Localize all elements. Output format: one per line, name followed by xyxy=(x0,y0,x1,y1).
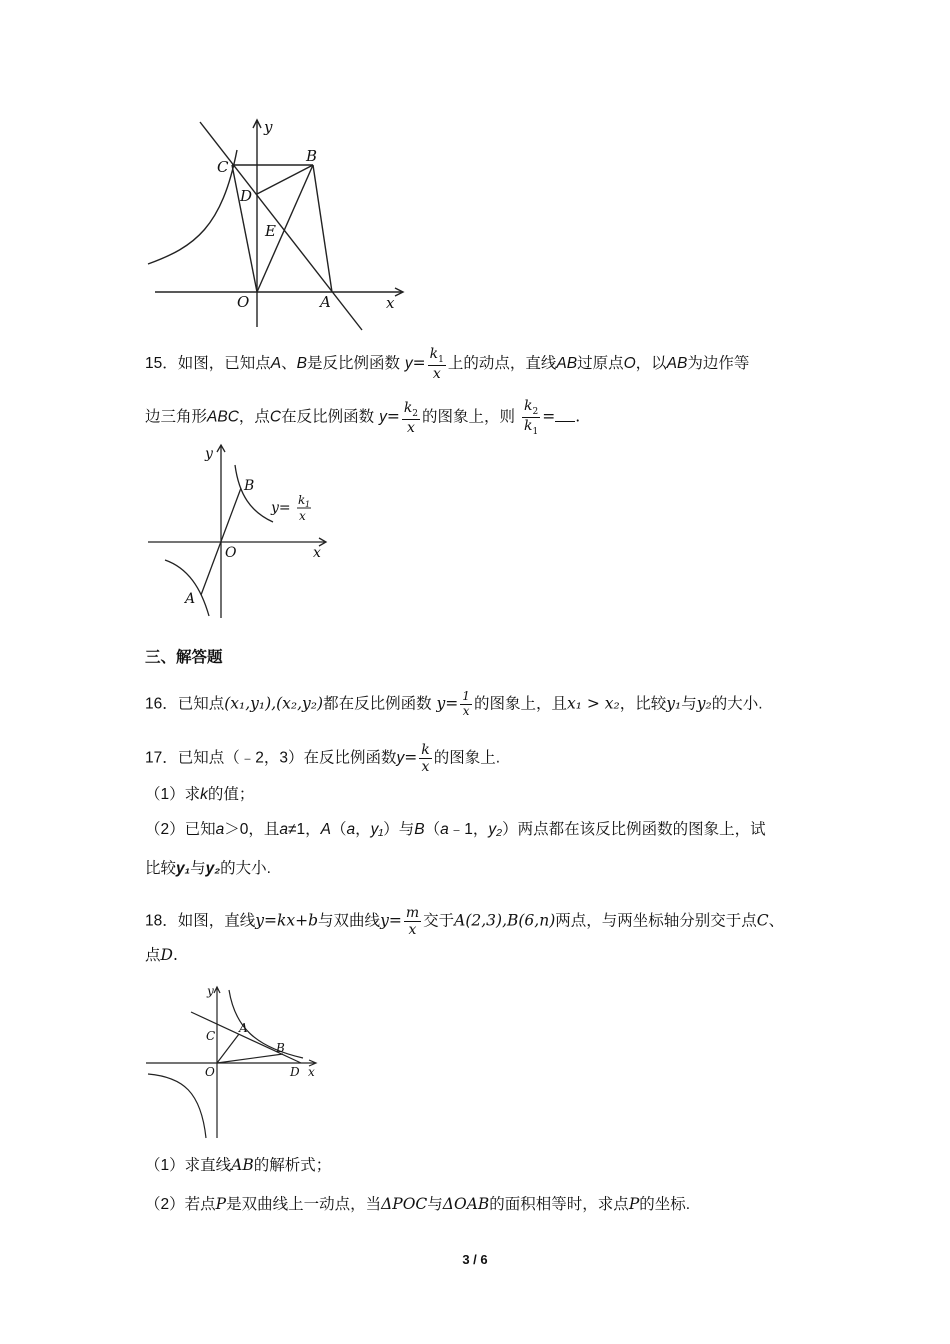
q17-part2-c: ≠1， xyxy=(288,821,321,838)
q15-ab-2: AB xyxy=(666,355,688,373)
q18-part1-a: （1）求直线 xyxy=(145,1157,232,1174)
q15-point-a: A xyxy=(270,355,282,373)
q18-text-1: 与双曲线 xyxy=(318,912,381,930)
q18-prefix: 18．如图，直线 xyxy=(145,912,256,930)
q18-text-2: 交于 xyxy=(423,912,455,930)
q15-ratio-k2-sub: 2 xyxy=(532,406,539,417)
label-o: O xyxy=(237,293,250,311)
q16-y2: y₂ xyxy=(696,694,712,713)
q17-cont-y2: y₂ xyxy=(205,860,221,877)
label-o: O xyxy=(205,1065,215,1079)
q15-x: x xyxy=(432,366,441,383)
q15-abc: ABC xyxy=(207,408,239,426)
q15-c: C xyxy=(269,408,282,426)
q18-part2-a: （2）若点 xyxy=(145,1196,216,1213)
q15-k-sub: 1 xyxy=(438,354,444,365)
hyperbola-branch-2 xyxy=(148,1074,206,1138)
label-e: E xyxy=(265,222,276,240)
q18-part2 xyxy=(145,1197,690,1213)
q18-line-eq: y=kx+b xyxy=(255,911,319,930)
q17-y: y xyxy=(396,749,405,767)
q17-part1-a: （1）求 xyxy=(145,786,201,803)
q16-text-2: 的图象上，且 xyxy=(473,695,567,713)
label-y: y xyxy=(207,984,214,998)
q17-fraction xyxy=(419,742,431,775)
label-b: B xyxy=(276,1041,285,1055)
q15-k2: k xyxy=(403,399,413,416)
q18-line2-b: . xyxy=(172,946,178,964)
q17-part2-a-var2: a xyxy=(279,821,288,838)
q17-part2-a-var: a xyxy=(215,821,225,838)
q18-part2-d: 的面积相等时，求点 xyxy=(489,1196,629,1213)
figure-q15 xyxy=(143,440,343,620)
q17-den: x xyxy=(421,759,430,776)
q18-part2-b: 是双曲线上一动点，当 xyxy=(226,1196,382,1213)
q18-part2-tri2: ΔOAB xyxy=(442,1195,490,1213)
q16-num: 1 xyxy=(462,689,470,703)
q15-eq-2: = xyxy=(386,407,400,426)
q17-part2 xyxy=(145,822,766,838)
q16-points: (x₁,y₁),(x₂,y₂) xyxy=(224,694,324,713)
segment-ba xyxy=(313,165,332,292)
q15-k2-sub: 2 xyxy=(412,408,419,419)
q18-line2-a: 点 xyxy=(145,947,161,964)
q17-part2-a-var4: a xyxy=(440,821,449,838)
q18-part1-ab: AB xyxy=(231,1156,254,1174)
q18-d: D xyxy=(160,946,173,964)
q17-part2-y1: y₁ xyxy=(370,821,384,838)
q16-den: x xyxy=(462,703,470,718)
q17-part1-k: k xyxy=(200,786,208,803)
q15-text-4: ，以 xyxy=(635,355,667,373)
q15-eq: = xyxy=(412,354,426,373)
q18-points: A(2,3),B(6,n) xyxy=(454,911,556,930)
label-d: D xyxy=(290,1065,300,1079)
q18-part2-p2: P xyxy=(628,1195,640,1213)
q17-part2-point-b: B xyxy=(414,821,425,838)
q16-text-5: 的大小. xyxy=(711,695,763,713)
q17-part1 xyxy=(145,787,254,803)
label-d: D xyxy=(240,187,253,205)
q17-cont-c: 的大小. xyxy=(220,860,271,877)
page-number: 3 / 6 xyxy=(462,1252,488,1267)
q15-sep: 、 xyxy=(281,355,297,373)
q18-fraction xyxy=(404,905,421,938)
figure-q14 xyxy=(140,112,420,337)
q15-o: O xyxy=(623,355,636,373)
label-fsub: 1 xyxy=(305,500,311,509)
section-heading: 三、解答题 xyxy=(145,649,223,666)
q16-condition: x₁ > x₂ xyxy=(566,694,620,713)
hyperbola-branch-2 xyxy=(165,560,209,616)
segment-oa xyxy=(217,1034,239,1063)
q18-eq: = xyxy=(388,911,402,930)
q16-line xyxy=(145,690,763,719)
q15-x-2: x xyxy=(406,419,415,436)
q17-eq: = xyxy=(404,748,418,767)
q18-part2-p: P xyxy=(215,1195,227,1213)
q17-prefix: 17．已知点（﹣2，3）在反比例函数 xyxy=(145,749,397,767)
q17-part2-cont xyxy=(145,861,271,877)
label-x: x xyxy=(386,294,395,312)
segment-co xyxy=(232,165,257,292)
q17-part2-a: （2）已知 xyxy=(145,821,216,838)
q17-line1 xyxy=(145,742,500,775)
q15-fraction-ratio xyxy=(522,398,540,437)
q15-line2-eq: = xyxy=(542,407,556,426)
q16-y: y xyxy=(436,694,446,713)
q16-eq: = xyxy=(445,694,459,713)
q17-part2-f: ）与 xyxy=(383,821,415,838)
q15-point-b: B xyxy=(296,355,307,373)
q15-k: k xyxy=(429,346,439,362)
q18-y: y xyxy=(380,911,389,930)
q15-line2-b: ，点 xyxy=(238,408,270,426)
q15-fraction-k2 xyxy=(402,400,420,436)
q17-part2-e: ， xyxy=(355,821,371,838)
q18-part1 xyxy=(145,1158,331,1174)
q15-ratio-k1: k xyxy=(523,418,533,435)
q16-prefix: 16．已知点 xyxy=(145,695,225,713)
q15-ratio-k2: k xyxy=(523,398,533,414)
q18-part2-c: 与 xyxy=(427,1196,443,1213)
label-x: x xyxy=(308,1065,315,1079)
q17-text-1: 的图象上. xyxy=(433,749,501,767)
label-y: y xyxy=(205,446,213,462)
q15-line2-d: 的图象上，则 xyxy=(422,408,516,426)
label-c: C xyxy=(217,158,229,176)
q15-fraction-k1 xyxy=(428,346,446,382)
q17-part2-point-a: A xyxy=(320,821,331,838)
q15-line1 xyxy=(145,346,749,382)
figure-q18 xyxy=(143,982,328,1142)
q15-y-2: y xyxy=(379,408,387,426)
q17-part2-a-var3: a xyxy=(346,821,356,838)
label-x: x xyxy=(313,545,321,561)
q17-cont-a: 比较 xyxy=(145,860,177,877)
answer-blank[interactable] xyxy=(555,409,575,422)
label-a: A xyxy=(239,1021,248,1035)
q18-part2-tri1: ΔPOC xyxy=(381,1195,428,1213)
q16-y1: y₁ xyxy=(666,694,682,713)
q16-text-4: 与 xyxy=(681,695,697,713)
q15-text-2: 上的动点，直线 xyxy=(447,355,557,373)
q17-part1-b: 的值； xyxy=(207,786,255,803)
q15-text-3: 过原点 xyxy=(577,355,624,373)
q17-part2-h: ﹣1， xyxy=(448,821,489,838)
q18-part1-b: 的解析式； xyxy=(253,1157,332,1174)
q15-prefix: 15．如图，已知点 xyxy=(145,355,271,373)
q15-line2-a: 边三角形 xyxy=(145,408,208,426)
q18-text-3: 两点，与两坐标轴分别交于点 xyxy=(555,912,757,930)
label-a: A xyxy=(320,293,331,311)
q17-part2-g: （ xyxy=(424,821,441,838)
label-b: B xyxy=(244,478,255,494)
line-ca xyxy=(200,122,362,330)
q17-cont-y1: y₁ xyxy=(176,860,191,877)
q15-ab: AB xyxy=(556,355,578,373)
segment-bd xyxy=(257,165,313,194)
label-fy: y= xyxy=(271,500,291,516)
q15-ratio-k1-sub: 1 xyxy=(532,426,539,437)
q18-line1 xyxy=(145,905,784,938)
label-a: A xyxy=(185,591,196,607)
q16-text-3: ，比较 xyxy=(619,695,667,713)
q16-text-1: 都在反比例函数 xyxy=(323,695,432,713)
label-fk: k xyxy=(298,493,306,507)
q18-text-4: 、 xyxy=(768,912,785,930)
q18-c: C xyxy=(756,911,769,930)
q17-part2-d: （ xyxy=(330,821,347,838)
label-c: C xyxy=(206,1029,216,1043)
label-o: O xyxy=(225,545,237,561)
q15-text-1: 是反比例函数 xyxy=(306,355,400,373)
q15-text-5: 为边作等 xyxy=(687,355,750,373)
q17-num: k xyxy=(421,742,430,758)
q18-den: x xyxy=(408,922,417,939)
q18-part2-e: 的坐标. xyxy=(639,1196,691,1213)
q18-line2 xyxy=(145,948,178,964)
q15-y: y xyxy=(404,355,413,373)
label-fx: x xyxy=(299,509,306,523)
q17-part2-i: ）两点都在该反比例函数的图象上，试 xyxy=(502,821,766,838)
q17-cont-b: 与 xyxy=(190,860,206,877)
q15-line2: 边三角形ABC，点C在反比例函数 y= $\frac{k_2}{x}$ 的图象上，则 $\frac{k_2}{k_1}$ = . xyxy=(145,398,581,437)
segment-ob xyxy=(217,1054,283,1063)
q18-num: m xyxy=(405,905,420,921)
label-b: B xyxy=(306,147,318,165)
q17-part2-y2: y₂ xyxy=(488,821,503,838)
q17-part2-b: ＞0，且 xyxy=(224,821,280,838)
q15-line2-c: 在反比例函数 xyxy=(281,408,375,426)
label-y: y xyxy=(264,118,273,136)
q16-fraction xyxy=(460,690,472,719)
